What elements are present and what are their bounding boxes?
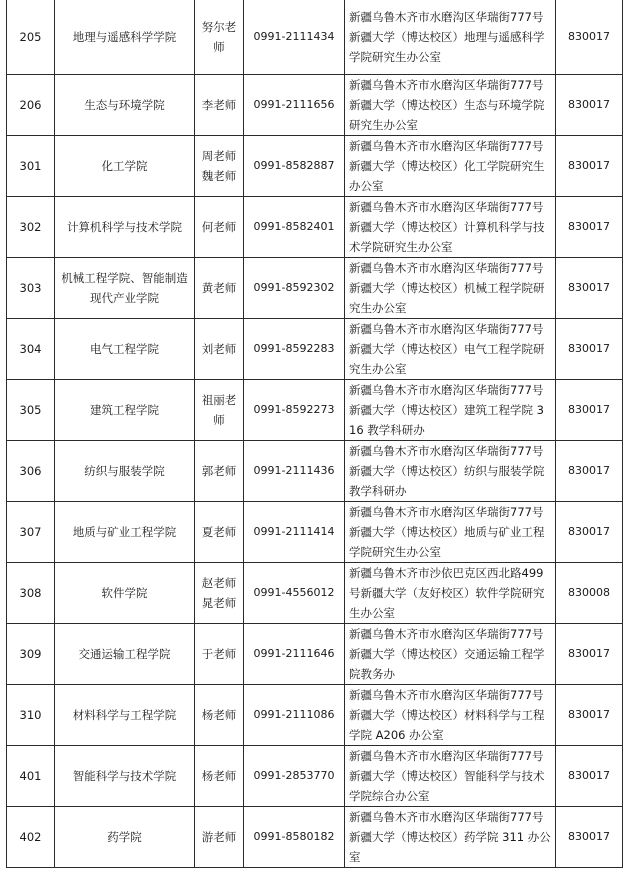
phone-cell: 0991-8592302 <box>244 258 345 319</box>
table-row <box>7 0 623 75</box>
contact-person: 赵老师 晁老师 <box>201 576 237 610</box>
contact-person: 杨老师 <box>201 769 237 783</box>
contact-person-cell <box>195 746 244 807</box>
contact-person-cell <box>195 258 244 319</box>
address-cell <box>345 380 556 441</box>
college-name-cell: 化工学院 <box>55 136 195 197</box>
mailing-address: 新疆乌鲁木齐市水磨沟区华瑞街777号新疆大学（博达校区）化工学院研究生办公室 <box>349 139 545 193</box>
address-cell <box>345 624 556 685</box>
contact-person: 于老师 <box>201 647 237 661</box>
table-row <box>7 197 623 258</box>
mailing-address: 新疆乌鲁木齐市水磨沟区华瑞街777号新疆大学（博达校区）电气工程学院研究生办公室 <box>349 322 545 376</box>
address-cell <box>345 807 556 868</box>
college-name-cell: 药学院 <box>55 807 195 868</box>
contact-person-cell <box>195 685 244 746</box>
college-name-cell: 软件学院 <box>55 563 195 624</box>
postal-code-cell: 830017 <box>556 0 623 75</box>
contact-person: 游老师 <box>201 830 237 844</box>
table-row <box>7 624 623 685</box>
contact-person-cell <box>195 563 244 624</box>
mailing-address: 新疆乌鲁木齐市水磨沟区华瑞街777号新疆大学（博达校区）材料科学与工程学院 A206 办公室 <box>349 688 545 742</box>
contact-person: 努尔老师 <box>201 20 237 54</box>
contact-person: 杨老师 <box>201 708 237 722</box>
college-name-cell: 地理与遥感科学学院 <box>55 0 195 75</box>
address-cell <box>345 746 556 807</box>
college-name-cell: 计算机科学与技术学院 <box>55 197 195 258</box>
college-name-cell: 交通运输工程学院 <box>55 624 195 685</box>
table-row <box>7 258 623 319</box>
address-cell <box>345 685 556 746</box>
mailing-address: 新疆乌鲁木齐市水磨沟区华瑞街777号新疆大学（博达校区）建筑工程学院 316 教学科研办 <box>349 383 544 437</box>
phone-cell: 0991-2111434 <box>244 0 345 75</box>
postal-code-cell: 830017 <box>556 197 623 258</box>
address-cell <box>345 563 556 624</box>
college-code-cell: 302 <box>7 197 55 258</box>
postal-code-cell: 830008 <box>556 563 623 624</box>
table-body <box>7 0 623 868</box>
mailing-address: 新疆乌鲁木齐市水磨沟区华瑞街777号新疆大学（博达校区）纺织与服装学院教学科研办 <box>349 444 545 498</box>
college-code-cell: 307 <box>7 502 55 563</box>
contact-person: 李老师 <box>201 98 237 112</box>
phone-cell: 0991-2111086 <box>244 685 345 746</box>
college-name-cell: 机械工程学院、智能制造现代产业学院 <box>55 258 195 319</box>
college-name-cell: 建筑工程学院 <box>55 380 195 441</box>
address-cell <box>345 0 556 75</box>
college-code-cell: 301 <box>7 136 55 197</box>
contact-person: 夏老师 <box>201 525 237 539</box>
phone-cell: 0991-2111646 <box>244 624 345 685</box>
contact-person-cell <box>195 0 244 75</box>
contact-table-page <box>6 0 622 868</box>
contact-person-cell <box>195 197 244 258</box>
mailing-address: 新疆乌鲁木齐市水磨沟区华瑞街777号新疆大学（博达校区）交通运输工程学院教务办 <box>349 627 545 681</box>
college-name-cell: 地质与矿业工程学院 <box>55 502 195 563</box>
contact-person-cell <box>195 441 244 502</box>
mailing-address: 新疆乌鲁木齐市水磨沟区华瑞街777号新疆大学（博达校区）智能科学与技术学院综合办公室 <box>349 749 545 803</box>
phone-cell: 0991-8592273 <box>244 380 345 441</box>
college-code-cell: 309 <box>7 624 55 685</box>
contact-person-cell <box>195 807 244 868</box>
postal-code-cell: 830017 <box>556 685 623 746</box>
college-code-cell: 308 <box>7 563 55 624</box>
address-cell <box>345 441 556 502</box>
postal-code-cell: 830017 <box>556 624 623 685</box>
postal-code-cell: 830017 <box>556 258 623 319</box>
college-code-cell: 310 <box>7 685 55 746</box>
postal-code-cell: 830017 <box>556 136 623 197</box>
college-code-cell: 401 <box>7 746 55 807</box>
table-row <box>7 685 623 746</box>
college-code-cell: 402 <box>7 807 55 868</box>
mailing-address: 新疆乌鲁木齐市水磨沟区华瑞街777号新疆大学（博达校区）药学院 311 办公室 <box>349 810 551 864</box>
postal-code-cell: 830017 <box>556 380 623 441</box>
contact-person-cell <box>195 75 244 136</box>
table-row <box>7 380 623 441</box>
table-row <box>7 75 623 136</box>
phone-cell: 0991-8580182 <box>244 807 345 868</box>
contact-person-cell <box>195 136 244 197</box>
contact-person: 何老师 <box>201 220 237 234</box>
address-cell <box>345 319 556 380</box>
table-row <box>7 136 623 197</box>
contact-person: 祖丽老师 <box>201 393 237 427</box>
phone-cell: 0991-2111414 <box>244 502 345 563</box>
college-code-cell: 305 <box>7 380 55 441</box>
mailing-address: 新疆乌鲁木齐市水磨沟区华瑞街777号新疆大学（博达校区）机械工程学院研究生办公室 <box>349 261 545 315</box>
college-name-cell: 电气工程学院 <box>55 319 195 380</box>
mailing-address: 新疆乌鲁木齐市水磨沟区华瑞街777号新疆大学（博达校区）计算机科学与技术学院研究生办公室 <box>349 200 545 254</box>
postal-code-cell: 830017 <box>556 807 623 868</box>
mailing-address: 新疆乌鲁木齐市水磨沟区华瑞街777号新疆大学（博达校区）地质与矿业工程学院研究生办公室 <box>349 505 545 559</box>
college-name-cell: 纺织与服装学院 <box>55 441 195 502</box>
phone-cell: 0991-2111656 <box>244 75 345 136</box>
college-code-cell: 306 <box>7 441 55 502</box>
table-row <box>7 746 623 807</box>
contact-person: 郭老师 <box>201 464 237 478</box>
mailing-address: 新疆乌鲁木齐市水磨沟区华瑞街777号新疆大学（博达校区）地理与遥感科学学院研究生办公室 <box>349 10 545 64</box>
college-code-cell: 303 <box>7 258 55 319</box>
postal-code-cell: 830017 <box>556 746 623 807</box>
postal-code-cell: 830017 <box>556 75 623 136</box>
college-name-cell: 智能科学与技术学院 <box>55 746 195 807</box>
table-row <box>7 441 623 502</box>
table-row <box>7 319 623 380</box>
address-cell <box>345 75 556 136</box>
contact-person-cell <box>195 624 244 685</box>
contact-person-cell <box>195 380 244 441</box>
contact-person-cell <box>195 319 244 380</box>
college-name-cell: 生态与环境学院 <box>55 75 195 136</box>
phone-cell: 0991-2111436 <box>244 441 345 502</box>
college-code-cell: 205 <box>7 0 55 75</box>
college-code-cell: 304 <box>7 319 55 380</box>
address-cell <box>345 197 556 258</box>
postal-code-cell: 830017 <box>556 502 623 563</box>
contact-person: 刘老师 <box>201 342 237 356</box>
table-row <box>7 563 623 624</box>
college-contact-table <box>6 0 623 868</box>
contact-person: 周老师 魏老师 <box>201 149 237 183</box>
phone-cell: 0991-4556012 <box>244 563 345 624</box>
address-cell <box>345 502 556 563</box>
contact-person: 黄老师 <box>201 281 237 295</box>
postal-code-cell: 830017 <box>556 319 623 380</box>
phone-cell: 0991-8582401 <box>244 197 345 258</box>
phone-cell: 0991-2853770 <box>244 746 345 807</box>
phone-cell: 0991-8582887 <box>244 136 345 197</box>
phone-cell: 0991-8592283 <box>244 319 345 380</box>
postal-code-cell: 830017 <box>556 441 623 502</box>
mailing-address: 新疆乌鲁木齐市水磨沟区华瑞街777号新疆大学（博达校区）生态与环境学院研究生办公室 <box>349 78 545 132</box>
table-row <box>7 807 623 868</box>
college-name-cell: 材料科学与工程学院 <box>55 685 195 746</box>
contact-person-cell <box>195 502 244 563</box>
table-row <box>7 502 623 563</box>
mailing-address: 新疆乌鲁木齐市沙依巴克区西北路499号新疆大学（友好校区）软件学院研究生办公室 <box>349 566 545 620</box>
college-code-cell: 206 <box>7 75 55 136</box>
address-cell <box>345 136 556 197</box>
address-cell <box>345 258 556 319</box>
